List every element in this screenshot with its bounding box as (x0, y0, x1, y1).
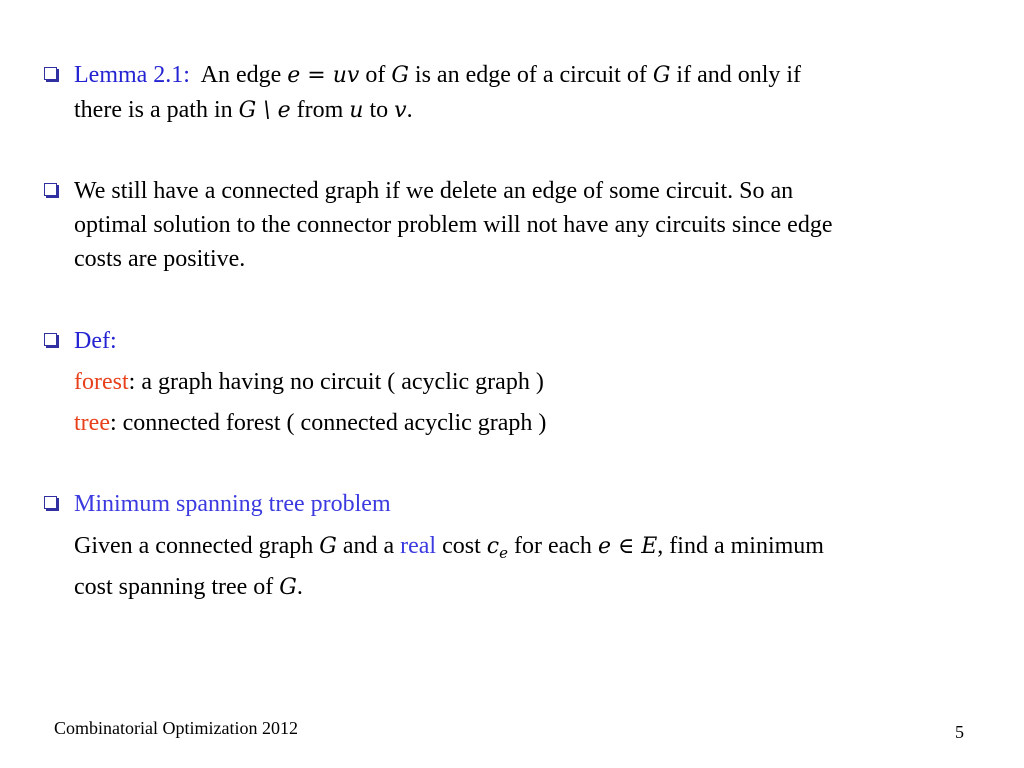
mst-text: Given a connected graph (74, 533, 314, 559)
mst-body (74, 529, 984, 605)
lemma-math-graph-minus-edge: G \ e (238, 98, 291, 123)
remark-line-3: costs are positive. (74, 246, 246, 272)
def-tree-line (74, 406, 984, 440)
lemma-period: . (406, 97, 413, 123)
hollow-square-bullet-icon (44, 333, 57, 346)
page-number: 5 (955, 722, 964, 742)
lemma-text: to (369, 97, 389, 123)
lemma-math-graph: G (652, 63, 671, 88)
mst-heading: Minimum spanning tree problem (74, 491, 391, 517)
def-forest-line (74, 365, 984, 399)
lemma-text: there is a path in (74, 97, 233, 123)
lemma-text: is an edge of a circuit of (414, 62, 647, 88)
mst-math-cost (486, 534, 508, 562)
mst-math-cost-sub: e (499, 544, 508, 562)
lemma-text: of (365, 62, 386, 88)
remark-block (74, 174, 984, 276)
hollow-square-bullet-icon (44, 183, 57, 196)
hollow-square-bullet-icon (44, 67, 57, 80)
lemma-math-graph: G (391, 63, 409, 88)
mst-text: and a (342, 533, 395, 559)
mst-math-graph: G (279, 575, 297, 600)
mst-math-edge-in-set: e ∈ E (597, 534, 658, 559)
lemma-text: An edge (200, 62, 282, 88)
lemma-math-edge: e = uv (287, 63, 360, 88)
lemma-label: Lemma 2.1: (74, 62, 190, 88)
mst-text: , find a minimum (657, 533, 824, 559)
forest-term: forest (74, 369, 129, 395)
mst-line-1 (74, 529, 984, 570)
forest-definition: : a graph having no circuit ( acyclic graph ) (128, 369, 544, 395)
lemma-block (74, 58, 984, 128)
lemma-math-u: u (349, 98, 364, 123)
lemma-text: from (296, 97, 344, 123)
def-tree (74, 406, 984, 440)
def-label: Def: (74, 328, 117, 354)
mst-period: . (296, 574, 303, 600)
remark-line-2: optimal solution to the connector problem will not have any circuits since edge (74, 212, 833, 238)
mst-text: cost spanning tree of (74, 574, 274, 600)
tree-term: tree (74, 410, 110, 436)
remark-line-1: We still have a connected graph if we delete an edge of some circuit. So an (74, 178, 794, 204)
mst-math-cost-c: c (486, 534, 500, 559)
mst-text: cost (442, 533, 481, 559)
tree-definition: : connected forest ( connected acyclic graph ) (109, 410, 547, 436)
hollow-square-bullet-icon (44, 496, 57, 509)
lemma-text: if and only if (676, 62, 802, 88)
def-forest (74, 365, 984, 399)
mst-real: real (400, 533, 437, 559)
lemma-line-1 (74, 58, 984, 93)
mst-math-graph: G (319, 534, 337, 559)
footer-course: Combinatorial Optimization 2012 (54, 718, 298, 738)
mst-text: for each (513, 533, 592, 559)
lemma-math-v: v (394, 98, 407, 123)
mst-heading-block (74, 487, 984, 521)
def-block (74, 324, 984, 358)
lemma-line-2 (74, 93, 984, 128)
mst-line-2 (74, 570, 984, 605)
